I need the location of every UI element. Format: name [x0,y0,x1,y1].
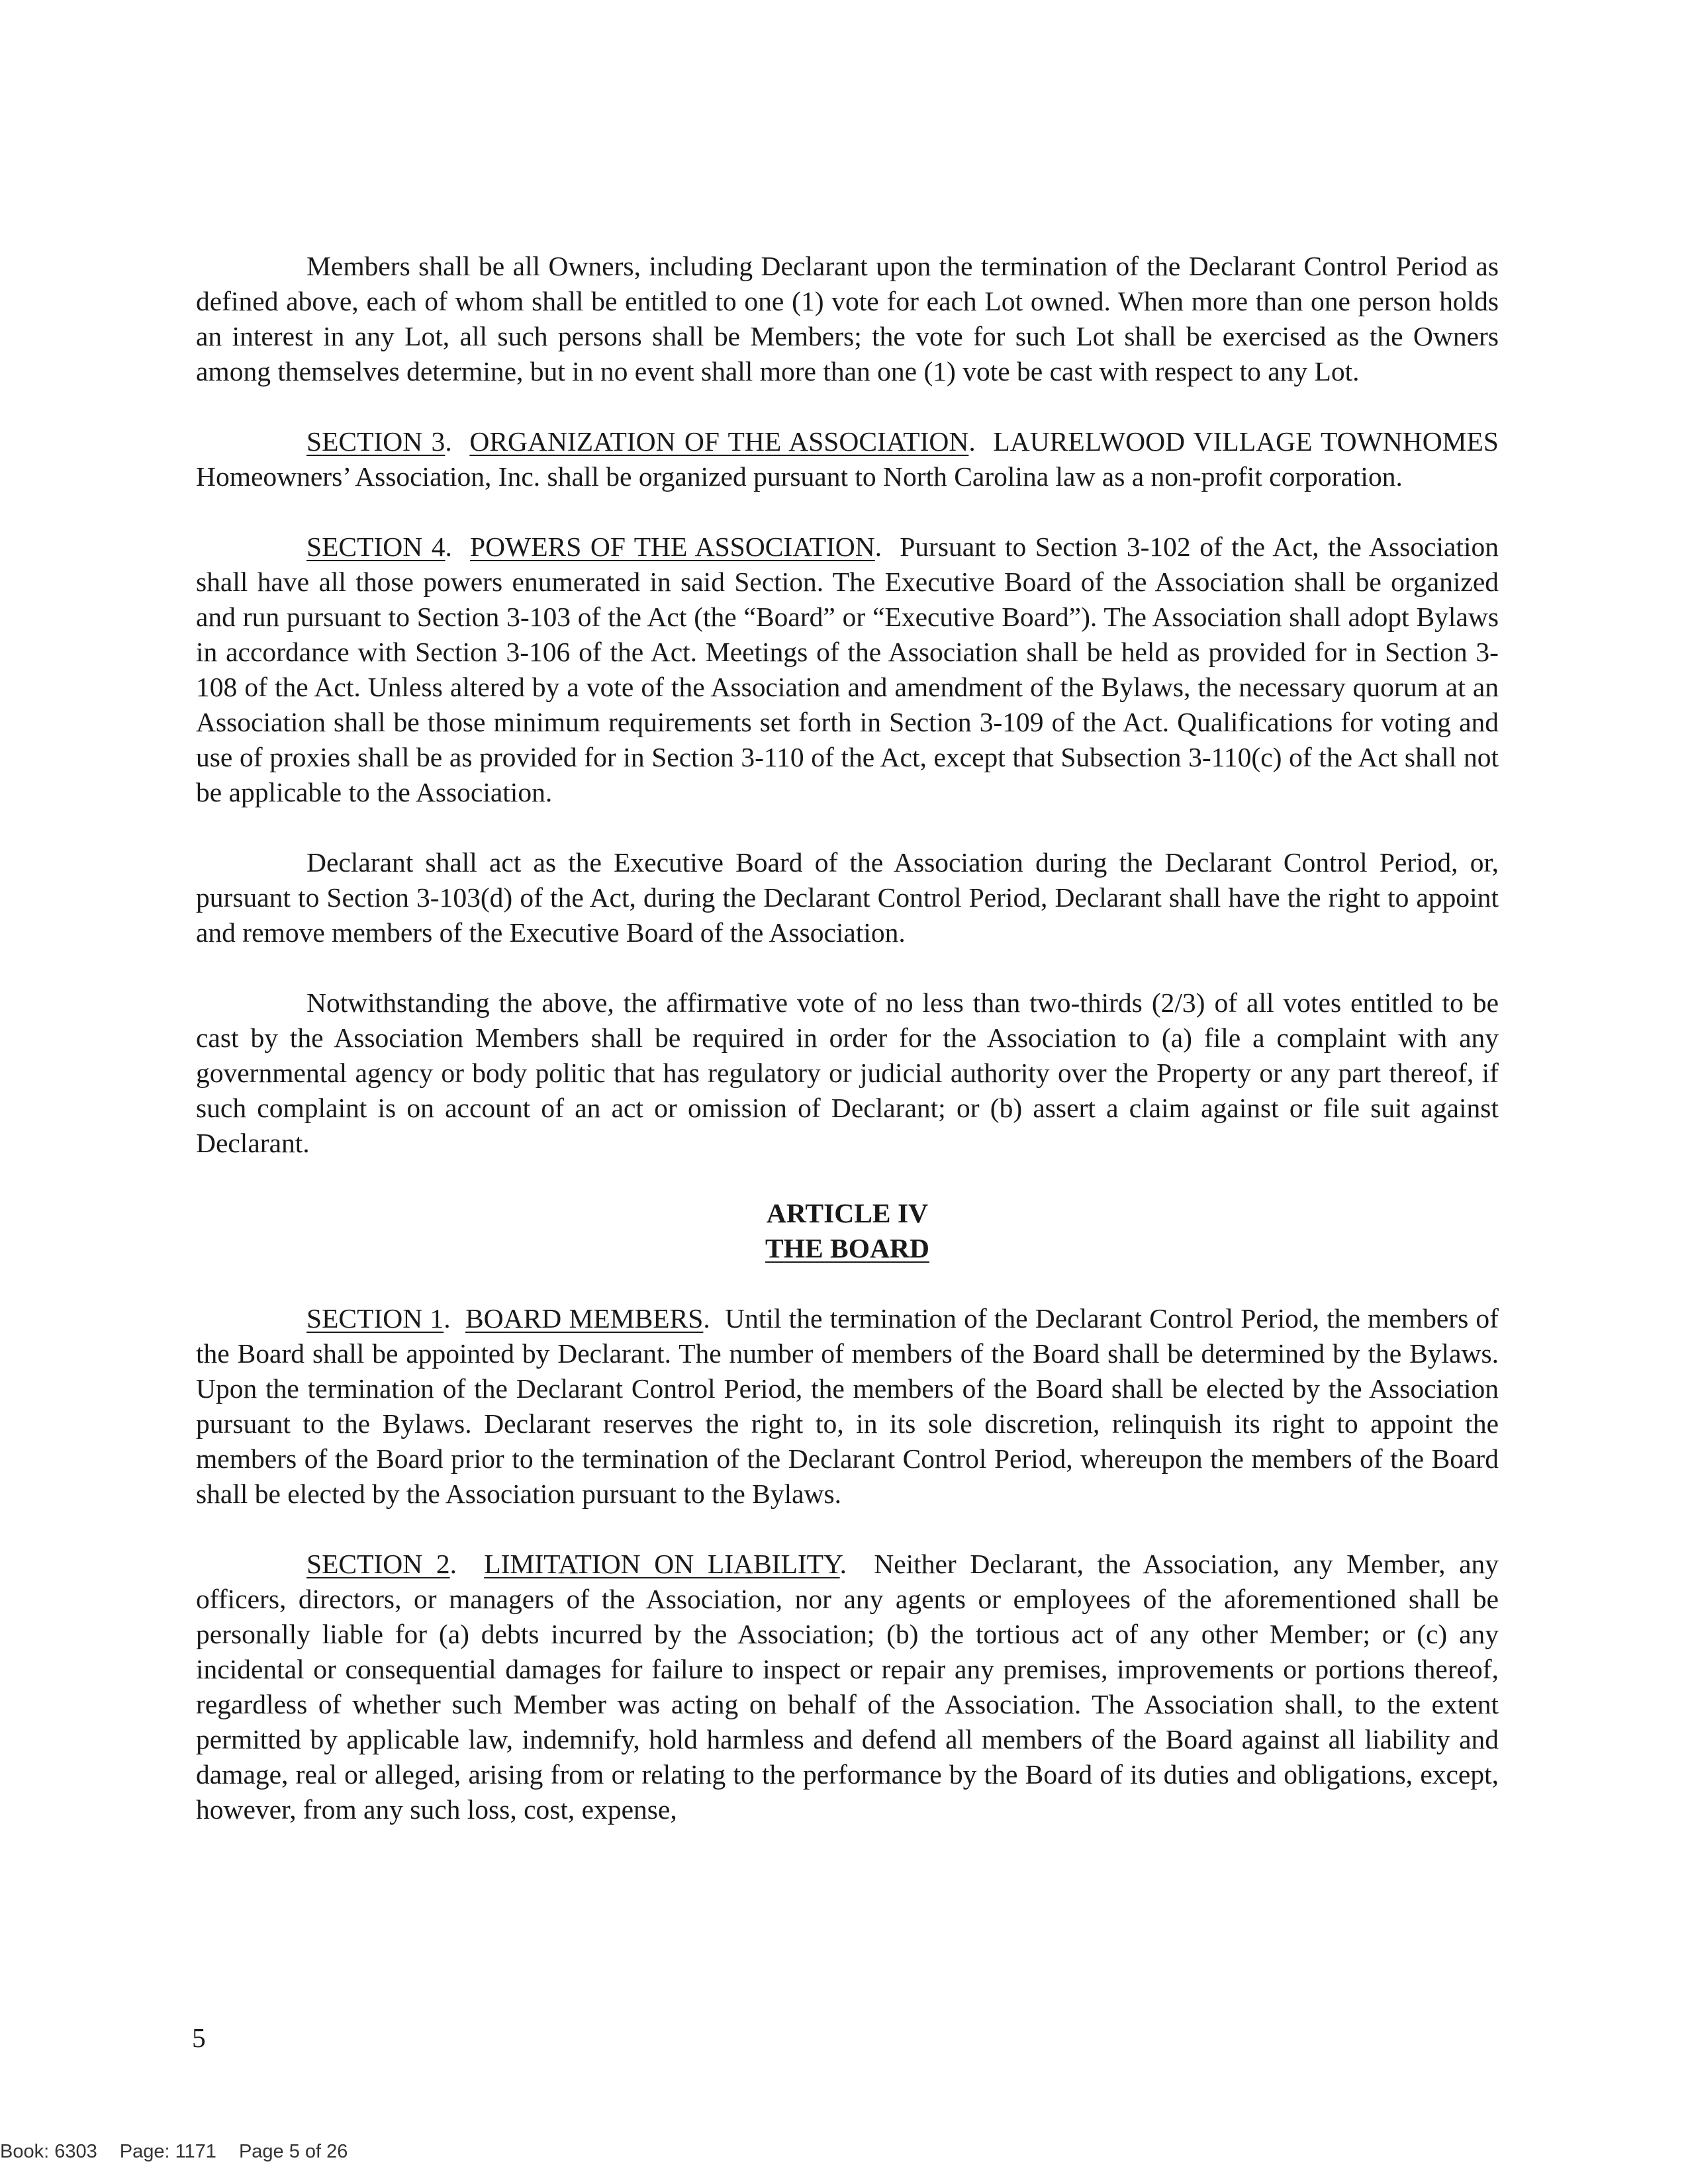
section-3-paragraph: SECTION 3. ORGANIZATION OF THE ASSOCIATION. LAURELWOOD VILLAGE TOWNHOMES Homeowners’ Association, Inc. shall be organized pursuant to North Carolina law as a non-profit corporation. [196,426,1499,492]
section-4-paragraph: SECTION 4. POWERS OF THE ASSOCIATION. Pursuant to Section 3-102 of the Act, the Association shall have all those powers enumerated in said Section. The Executive Board of the Association shall be organized and run pursuant to Section 3-103 of the Act (the “Board” or “Executive Board”). The Association shall adopt Bylaws in accordance with Section 3-106 of the Act. Meetings of the Association shall be held as provided for in Section 3-108 of the Act. Unless altered by a vote of the Association and amendment of the Bylaws, the necessary quorum at an Association shall be those minimum requirements set forth in Section 3-109 of the Act. Qualifications for voting and use of proxies shall be as provided for in Section 3-110 of the Act, except that Subsection 3-110(c) of the Act shall not be applicable to the Association. [196,531,1499,807]
footer-book: Book: 6303 [0,2141,97,2162]
notwithstanding-paragraph: Notwithstanding the above, the affirmative vote of no less than two-thirds (2/3) of all votes entitled to be cast by the Association Members shall be required in order for the Association to (a) file a complaint with any governmental agency or body politic that has regulatory or judicial authority over the Property or any part thereof, if such complaint is on account of an act or omission of Declarant; or (b) assert a claim against or file suit against Declarant. [196,987,1499,1158]
section-3-title: ORGANIZATION OF THE ASSOCIATION [469,426,969,457]
section-3-label: SECTION 3 [306,426,445,457]
footer-page: Page: 1171 [119,2141,216,2162]
article-title: THE BOARD [765,1233,929,1263]
board-section-1-label: SECTION 1 [306,1303,444,1334]
section-4-title: POWERS OF THE ASSOCIATION [469,531,875,562]
board-section-1-title: BOARD MEMBERS [465,1303,704,1334]
board-section-1-paragraph: SECTION 1. BOARD MEMBERS. Until the termination of the Declarant Control Period, the members of the Board shall be appointed by Declarant. The number of members of the Board shall be determined by the Bylaws. Upon the termination of the Declarant Control Period, the members of the Board shall be elected by the Association pursuant to the Bylaws. Declarant reserves the right to, in its sole discretion, relinquish its right to appoint the members of the Board prior to the termination of the Declarant Control Period, whereupon the members of the Board shall be elected by the Association pursuant to the Bylaws. [196,1303,1499,1509]
board-section-2-label: SECTION 2 [306,1549,450,1579]
board-section-2-text: Neither Declarant, the Association, any Member, any officers, directors, or managers of the Association, nor any agents or employees of the aforementioned shall be personally liable for (a) debts incurred by the Association; (b) the tortious act of any other Member; or (c) any incidental or consequential damages for failure to inspect or repair any premises, improvements or portions thereof, regardless of whether such Member was acting on behalf of the Association. The Association shall, to the extent permitted by applicable law, indemnify, hold harmless and defend all members of the Board against all liability and damage, real or alleged, arising from or relating to the performance by the Board of its duties and obligations, except, however, from any such loss, cost, expense, [196,1549,1499,1825]
members-paragraph: Members shall be all Owners, including Declarant upon the termination of the Declarant Control Period as defined above, each of whom shall be entitled to one (1) vote for each Lot owned. When more than one person holds an interest in any Lot, all such persons shall be Members; the vote for such Lot shall be exercised as the Owners among themselves determine, but in no event shall more than one (1) vote be cast with respect to any Lot. [196,251,1499,387]
page-number: 5 [192,2023,206,2053]
recording-footer [0,2141,370,2163]
article-number: ARTICLE IV [766,1198,929,1228]
section-4-text: Pursuant to Section 3-102 of the Act, the Association shall have all those powers enumerated in said Section. The Executive Board of the Association shall be organized and run pursuant to Section 3-103 of the Act (the “Board” or “Executive Board”). The Association shall adopt Bylaws in accordance with Section 3-106 of the Act. Meetings of the Association shall be held as provided for in Section 3-108 of the Act. Unless altered by a vote of the Association and amendment of the Bylaws, the necessary quorum at an Association shall be those minimum requirements set forth in Section 3-109 of the Act. Qualifications for voting and use of proxies shall be as provided for in Section 3-110 of the Act, except that Subsection 3-110(c) of the Act shall not be applicable to the Association. [196,531,1499,807]
board-section-2-paragraph: SECTION 2. LIMITATION ON LIABILITY. Neither Declarant, the Association, any Member, any officers, directors, or managers of the Association, nor any agents or employees of the aforementioned shall be personally liable for (a) debts incurred by the Association; (b) the tortious act of any other Member; or (c) any incidental or consequential damages for failure to inspect or repair any premises, improvements or portions thereof, regardless of whether such Member was acting on behalf of the Association. The Association shall, to the extent permitted by applicable law, indemnify, hold harmless and defend all members of the Board against all liability and damage, real or alleged, arising from or relating to the performance by the Board of its duties and obligations, except, however, from any such loss, cost, expense, [196,1549,1499,1825]
board-section-1-text: Until the termination of the Declarant Control Period, the members of the Board shall be appointed by Declarant. The number of members of the Board shall be determined by the Bylaws. Upon the termination of the Declarant Control Period, the members of the Board shall be elected by the Association pursuant to the Bylaws. Declarant reserves the right to, in its sole discretion, relinquish its right to appoint the members of the Board prior to the termination of the Declarant Control Period, whereupon the members of the Board shall be elected by the Association pursuant to the Bylaws. [196,1303,1499,1509]
board-section-2-title: LIMITATION ON LIABILITY [484,1549,840,1579]
section-3-text: LAURELWOOD VILLAGE TOWNHOMES Homeowners’ Association, Inc. shall be organized pursuant to North Carolina law as a non-profit corporation. [196,426,1499,492]
section-4-label: SECTION 4 [306,531,445,562]
article-heading [196,1196,1499,1266]
declarant-paragraph: Declarant shall act as the Executive Board of the Association during the Declarant Control Period, or, pursuant to Section 3-103(d) of the Act, during the Declarant Control Period, Declarant shall have the right to appoint and remove members of the Executive Board of the Association. [196,847,1499,948]
footer-page-of: Page 5 of 26 [238,2141,348,2162]
document-body [196,249,1499,1862]
